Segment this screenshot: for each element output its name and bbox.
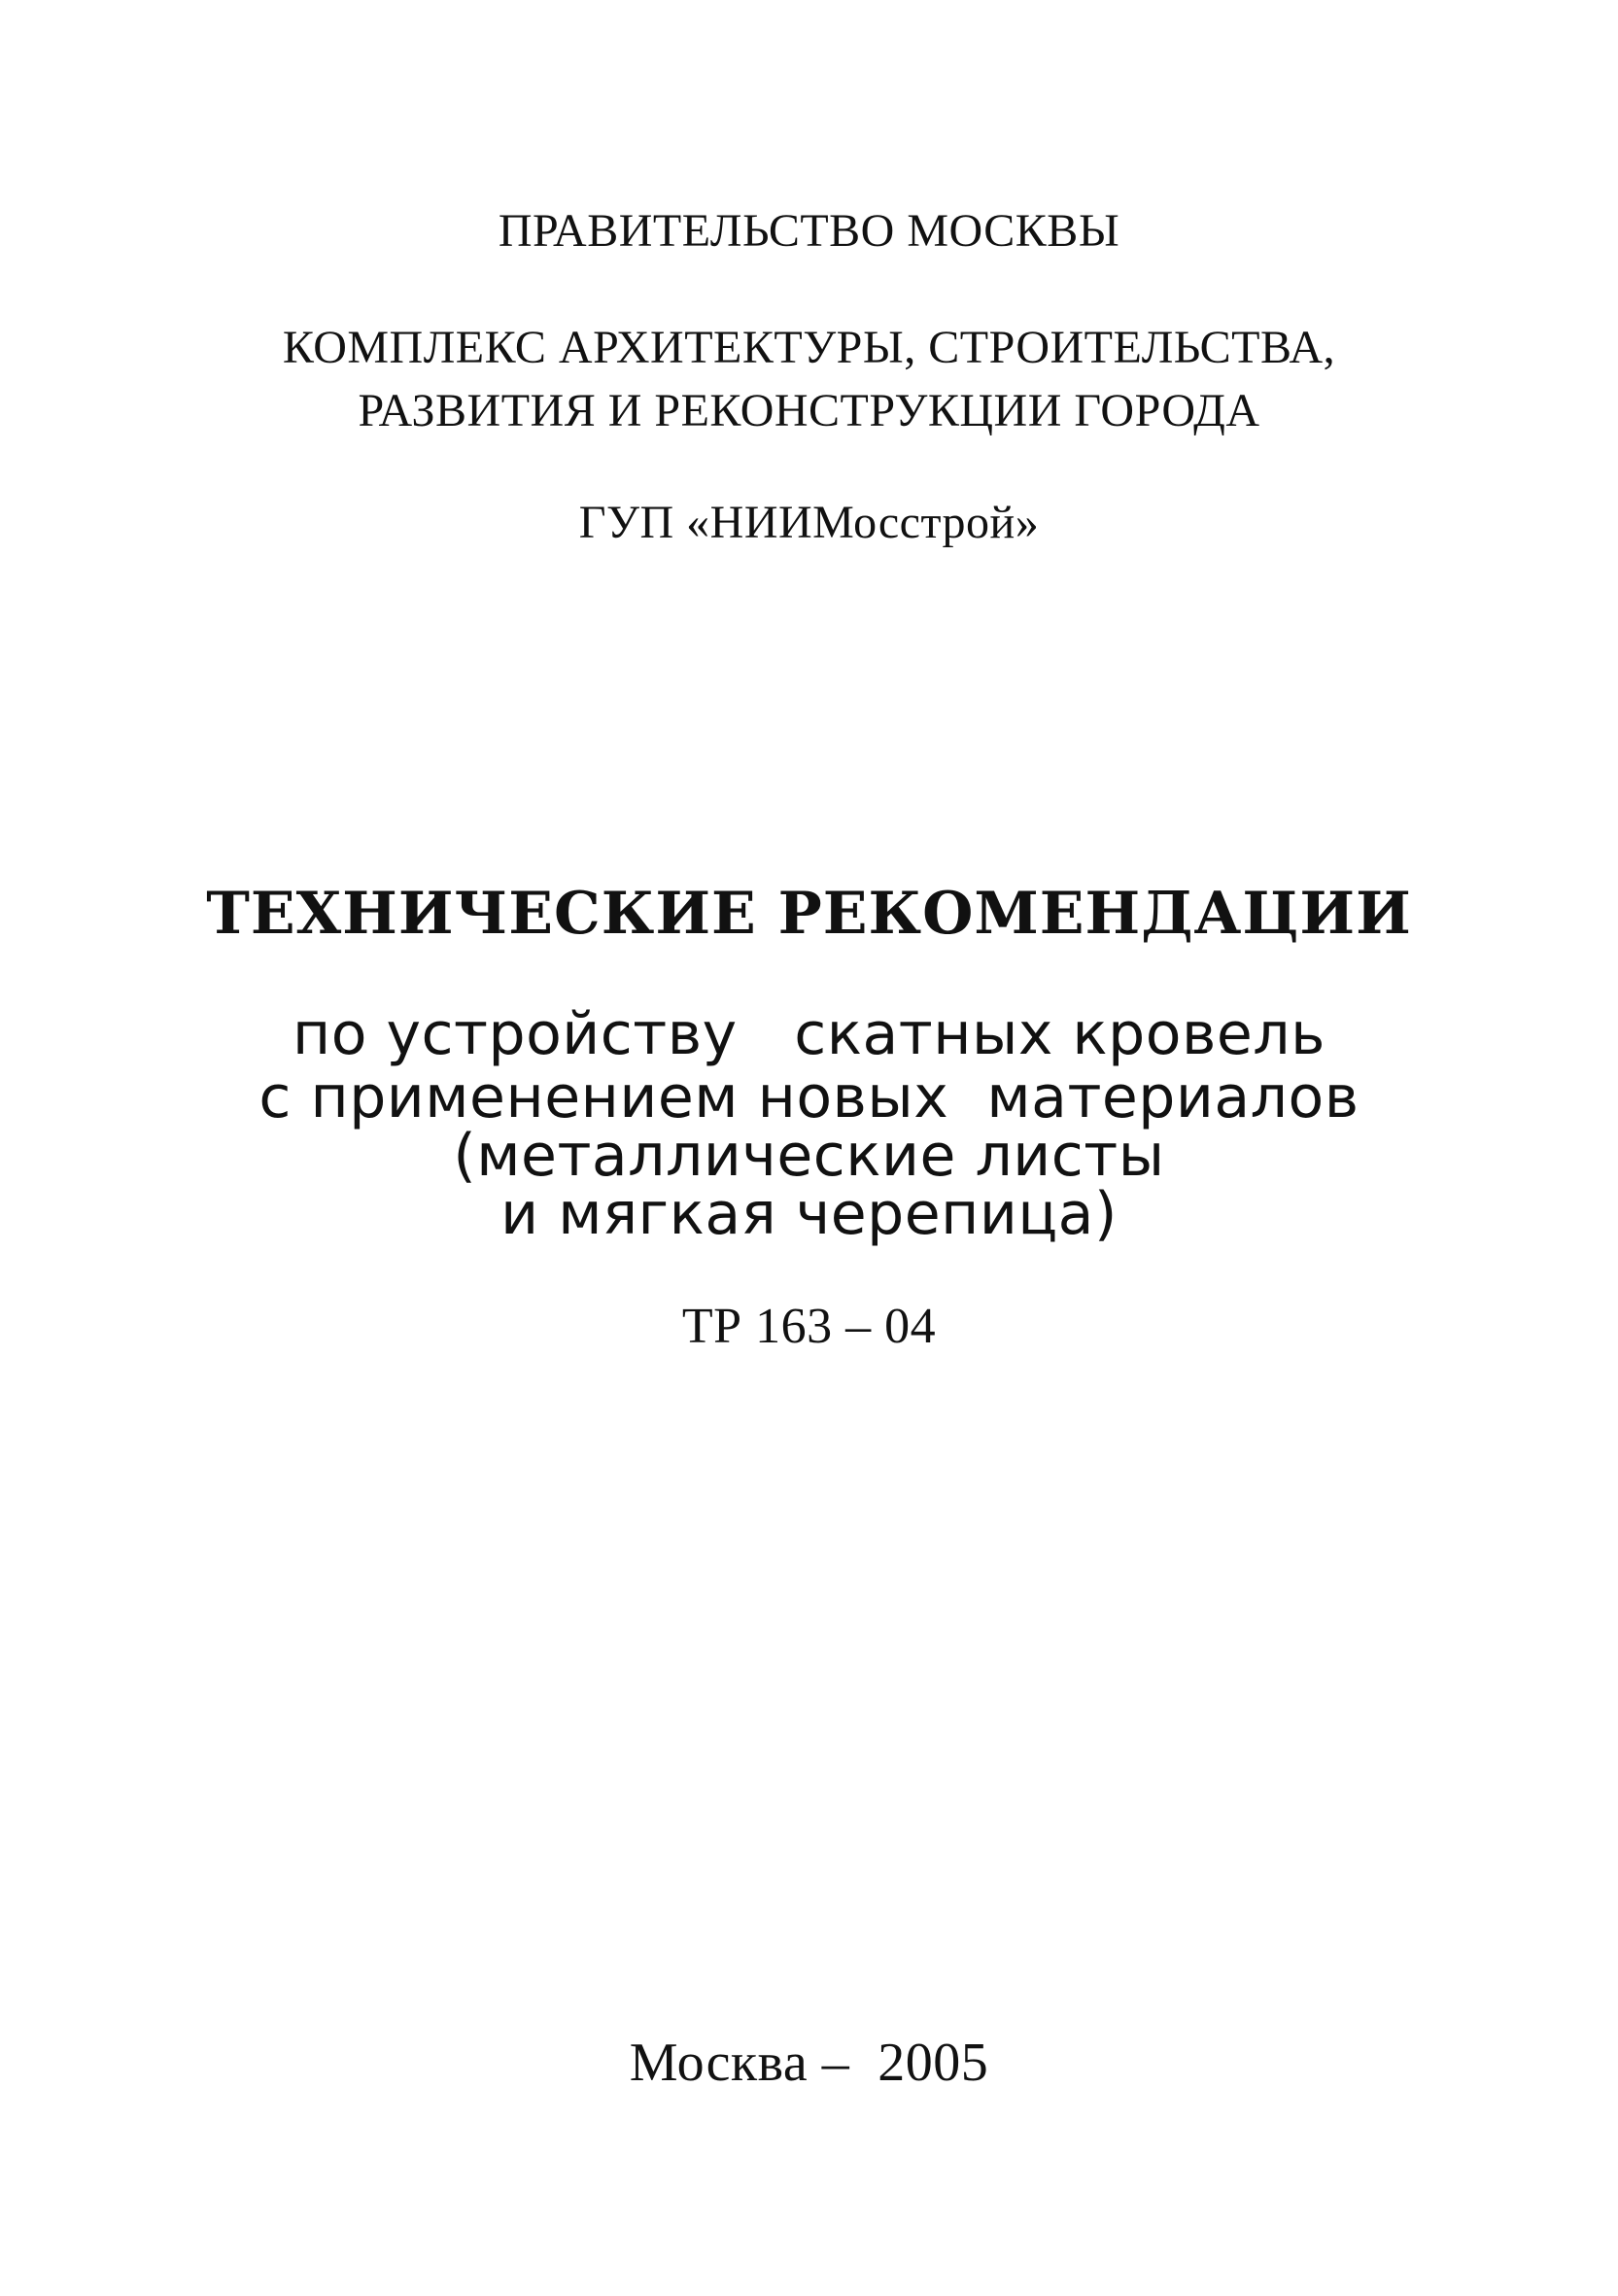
subtitle-line-4: и мягкая черепица) [500, 1180, 1118, 1248]
city-year: Москва – 2005 [629, 2033, 989, 2093]
document-title: ТЕХНИЧЕСКИЕ РЕКОМЕНДАЦИИ [206, 880, 1412, 948]
subtitle-line-2: с применением новых материалов [258, 1063, 1360, 1131]
organization-name: ГУП «НИИМосстрой» [578, 497, 1040, 548]
complex-name-line-2: РАЗВИТИЯ И РЕКОНСТРУКЦИИ ГОРОДА [358, 385, 1260, 436]
document-code: ТР 163 – 04 [681, 1299, 937, 1354]
subtitle-line-1: по устройству скатных кровель [293, 1000, 1325, 1068]
subtitle-line-3: (металлические листы [453, 1122, 1165, 1190]
complex-name-line-1: КОМПЛЕКС АРХИТЕКТУРЫ, СТРОИТЕЛЬСТВА, [282, 322, 1336, 373]
government-heading: ПРАВИТЕЛЬСТВО МОСКВЫ [498, 205, 1120, 257]
